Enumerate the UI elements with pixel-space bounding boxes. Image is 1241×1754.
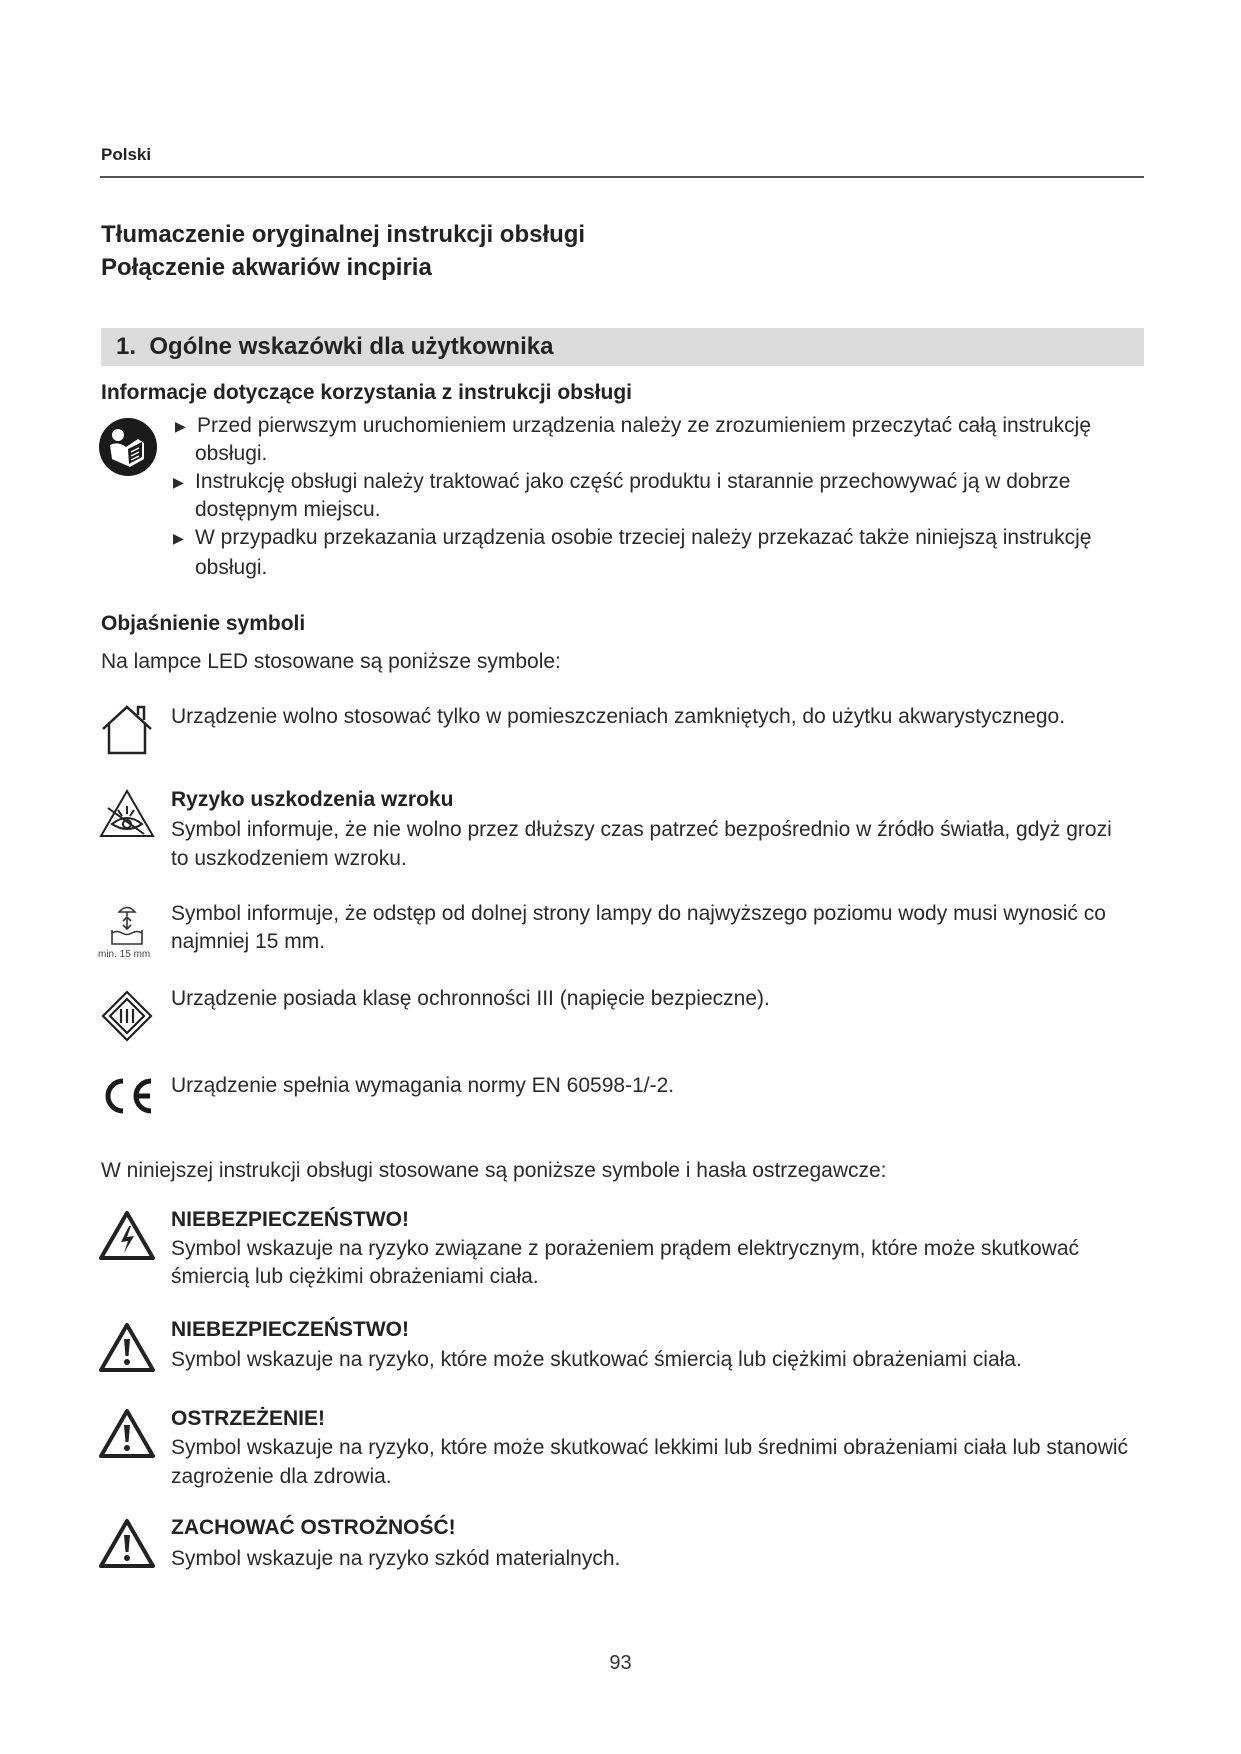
warning-title: OSTRZEŻENIE! xyxy=(171,1407,326,1430)
symbols-intro: Na lampce LED stosowane są poniższe symbole: xyxy=(101,650,561,673)
caution-warning-icon xyxy=(98,1408,156,1460)
read-manual-icon xyxy=(98,417,158,477)
warning-text-line2: zagrożenie dla zdrowia. xyxy=(171,1465,392,1488)
list-item: ▶ W przypadku przekazania urządzenia osobie trzeciej należy przekazać także niniejszą instrukcję xyxy=(173,526,1092,549)
bullet-continuation: obsługi. xyxy=(195,442,268,465)
section-heading xyxy=(116,333,553,361)
eye-damage-warning-icon xyxy=(98,788,156,840)
warning-title: ZACHOWAĆ OSTROŻNOŚĆ! xyxy=(171,1516,456,1539)
min-distance-text-line1: Symbol informuje, że odstęp od dolnej strony lampy do najwyższego poziomu wody musi wynosić co xyxy=(171,902,1106,925)
header-divider xyxy=(100,176,1144,178)
electric-shock-warning-icon xyxy=(98,1210,156,1262)
symbol-indoor-text: Urządzenie wolno stosować tylko w pomieszczeniach zamkniętych, do użytku akwarystycznego. xyxy=(171,705,1066,728)
warning-text-line1: Symbol wskazuje na ryzyko szkód materialnych. xyxy=(171,1547,621,1570)
symbols-heading: Objaśnienie symboli xyxy=(101,612,306,635)
eye-damage-title: Ryzyko uszkodzenia wzroku xyxy=(171,788,454,811)
warning-title: NIEBEZPIECZEŃSTWO! xyxy=(171,1318,410,1341)
warning-text-line2: śmiercią lub ciężkimi obrażeniami ciała. xyxy=(171,1265,539,1288)
indoor-use-house-icon xyxy=(100,703,154,757)
warning-text-line1: Symbol wskazuje na ryzyko, które może skutkować śmiercią lub ciężkimi obrażeniami ciała. xyxy=(171,1348,1022,1371)
page-number: 93 xyxy=(609,1652,632,1674)
list-item: ▶ Instrukcję obsługi należy traktować jako część produktu i starannie przechowywać ją w dobrze xyxy=(173,470,1071,493)
min-distance-text-line2: najmniej 15 mm. xyxy=(171,930,326,953)
bullet-text: W przypadku przekazania urządzenia osobie trzeciej należy przekazać także niniejszą instrukcję xyxy=(195,526,1092,549)
protection-class-iii-icon xyxy=(101,990,153,1042)
eye-damage-text-line1: Symbol informuje, że nie wolno przez dłuższy czas patrzeć bezpośrednio w źródło światła, gdyż grozi xyxy=(171,818,1112,841)
manual-info-heading: Informacje dotyczące korzystania z instrukcji obsługi xyxy=(101,381,632,404)
warning-text-line1: Symbol wskazuje na ryzyko związane z porażeniem prądem elektrycznym, które może skutkować xyxy=(171,1237,1080,1260)
section-number: 1. xyxy=(116,333,137,360)
bullet-text: Instrukcję obsługi należy traktować jako część produktu i starannie przechowywać ją w dobrze xyxy=(195,470,1071,493)
min-distance-caption: min. 15 mm xyxy=(98,949,151,960)
attention-warning-icon xyxy=(98,1518,156,1570)
min-distance-water-icon xyxy=(98,902,156,962)
bullet-continuation: obsługi. xyxy=(195,556,268,579)
list-item: ▶ Przed pierwszym uruchomieniem urządzenia należy ze zrozumieniem przeczytać całą instrukcję xyxy=(175,414,1092,437)
document-subtitle: Połączenie akwariów incpiria xyxy=(101,254,432,281)
warning-text-line1: Symbol wskazuje na ryzyko, które może skutkować lekkimi lub średnimi obrażeniami ciała lub stanowić xyxy=(171,1436,1129,1459)
ce-mark-icon xyxy=(101,1076,157,1116)
warning-title: NIEBEZPIECZEŃSTWO! xyxy=(171,1208,410,1231)
ce-mark-text: Urządzenie spełnia wymagania normy EN 60598-1/-2. xyxy=(171,1074,675,1097)
document-title: Tłumaczenie oryginalnej instrukcji obsługi xyxy=(101,221,586,248)
bullet-continuation: dostępnym miejscu. xyxy=(195,498,381,521)
warnings-intro: W niniejszej instrukcji obsługi stosowane są poniższe symbole i hasła ostrzegawcze: xyxy=(101,1159,887,1182)
protection-class-text: Urządzenie posiada klasę ochronności III (napięcie bezpieczne). xyxy=(171,987,770,1010)
header-language: Polski xyxy=(101,145,152,164)
section-title: Ogólne wskazówki dla użytkownika xyxy=(149,333,554,360)
eye-damage-text-line2: to uszkodzeniem wzroku. xyxy=(171,847,407,870)
section-heading-bar xyxy=(101,328,1144,366)
danger-warning-icon xyxy=(98,1322,156,1374)
bullet-text: Przed pierwszym uruchomieniem urządzenia należy ze zrozumieniem przeczytać całą instrukcję xyxy=(197,414,1092,437)
